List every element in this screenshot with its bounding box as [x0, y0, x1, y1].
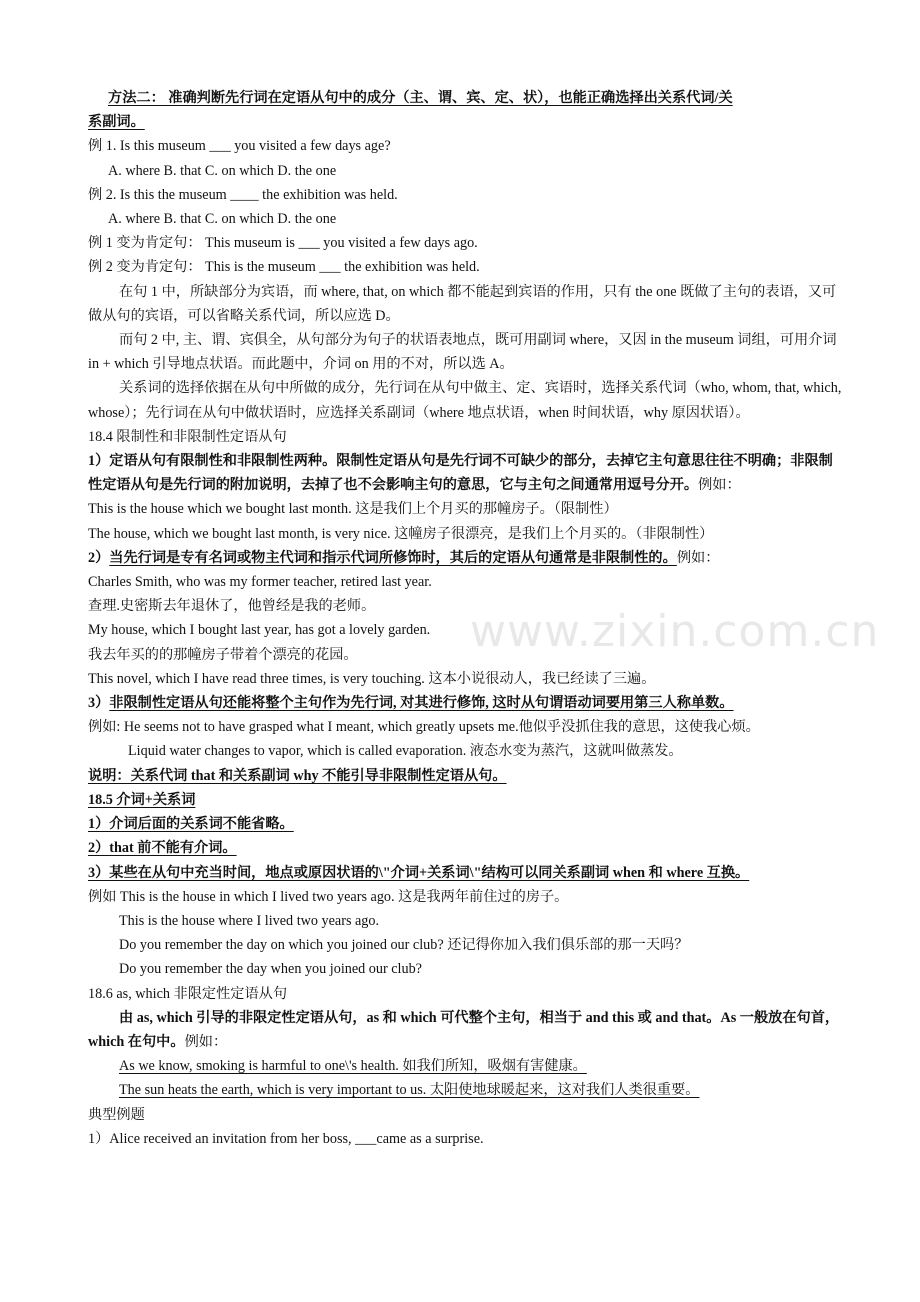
analysis-paragraph-3: 关系词的选择依据在从句中所做的成分，先行词在从句中做主、定、宾语时，选择关系代词（who, whom, that, which, whose）；先行词在从句中做状语时，应选择关系副词（where 地点状语，when 时间状语，why 原因状语）。 [88, 380, 842, 421]
section-18-5-rule-1: 1）介词后面的关系词不能省略。 [88, 816, 294, 833]
rule-2-number: 2） [88, 549, 110, 566]
analysis-paragraph-2: 而句 2 中, 主、谓、宾俱全，从句部分为句子的状语表地点，既可用副词 where，又因 in the museum 词组，可用介词 in + which 引导地点状语。而此题中，介词 on 用的不对，所以选 A。 [88, 332, 837, 373]
example-charles-cn: 查理.史密斯去年退休了，他曾经是我的老师。 [88, 598, 376, 615]
method2-heading-cont: 系副词。 [88, 114, 145, 131]
section-18-6-paragraph [88, 1006, 844, 1054]
typical-examples-heading: 典型例题 [88, 1106, 145, 1123]
example-restrictive: This is the house which we bought last month. 这是我们上个月买的那幢房子。（限制性） [88, 501, 618, 518]
example1-affirmative: 例 1 变为肯定句： This museum is ___ you visited a few days ago. [88, 235, 478, 252]
analysis-paragraph-1: 在句 1 中，所缺部分为宾语，而 where, that, on which 都不能起到宾语的作用，只有 the one 既做了主句的表语，又可做从句的宾语，可以省略关系代词，所以应选 D。 [88, 283, 837, 324]
rule-2-tail: 例如： [676, 549, 720, 566]
example-novel: This novel, which I have read three times, is very touching. 这本小说很动人，我已经读了三遍。 [88, 670, 656, 687]
example-house: My house, which I bought last year, has got a lovely garden. [88, 622, 431, 639]
rule-3-text: 非限制性定语从句还能将整个主句作为先行词, 对其进行修饰, 这时从句谓语动词要用第三人称单数。 [109, 695, 734, 712]
example-grasped: 例如: He seems not to have grasped what I meant, which greatly upsets me.他似乎没抓住我的意思，这使我心烦。 [88, 719, 760, 736]
section-18-6-heading: 18.6 as, which 非限定性定语从句 [88, 985, 288, 1002]
typical-question-1: 1）Alice received an invitation from her boss, ___came as a surprise. [88, 1130, 484, 1147]
rule-1-text: 1）定语从句有限制性和非限制性两种。限制性定语从句是先行词不可缺少的部分，去掉它主句意思往往不明确；非限制性定语从句是先行词的附加说明，去掉了也不会影响主句的意思，它与主句之间通常用逗号分开。 [88, 453, 833, 494]
example-nonrestrictive: The house, which we bought last month, is very nice. 这幢房子很漂亮，是我们上个月买的。（非限制性） [88, 525, 714, 542]
rule-2-text: 当先行词是专有名词或物主代词和指示代词所修饰时，其后的定语从句通常是非限制性的。 [109, 549, 677, 566]
as-which-text: 由 as, which 引导的非限定性定语从句，as 和 which 可代整个主句，相当于 and this 或 and that。As 一般放在句首，which 在句中。 [88, 1009, 840, 1050]
example-charles: Charles Smith, who was my former teacher, retired last year. [88, 574, 432, 591]
example-where: This is the house where I lived two years ago. [119, 912, 380, 929]
section-18-5-rule-2: 2）that 前不能有介词。 [88, 840, 237, 857]
rule-3-number: 3） [88, 695, 110, 712]
watermark: www.zixin.com.cn [470, 606, 880, 657]
section-18-4-rule-3 [88, 691, 844, 715]
example-as-we-know: As we know, smoking is harmful to one\'s health. 如我们所知，吸烟有害健康。 [119, 1058, 587, 1075]
section-18-4-rule-1 [88, 449, 844, 497]
section-18-5-heading: 18.5 介词+关系词 [88, 791, 196, 808]
section-18-4-heading: 18.4 限制性和非限制性定语从句 [88, 428, 287, 445]
example-house-cn: 我去年买的的那幢房子带着个漂亮的花园。 [88, 646, 358, 663]
example2-affirmative: 例 2 变为肯定句： This is the museum ___ the exhibition was held. [88, 259, 480, 276]
example-in-which: 例如 This is the house in which I lived two years ago. 这是我两年前住过的房子。 [88, 888, 569, 905]
section-18-4-rule-2 [88, 546, 844, 570]
example2-options: A. where B. that C. on which D. the one [108, 211, 337, 228]
example1-options: A. where B. that C. on which D. the one [108, 162, 337, 179]
example-on-which: Do you remember the day on which you joined our club? 还记得你加入我们俱乐部的那一天吗？ [119, 937, 689, 954]
example-sun-heats: The sun heats the earth, which is very important to us. 太阳使地球暖起来，这对我们人类很重要。 [119, 1082, 700, 1099]
method2-heading: 方法二： 准确判断先行词在定语从句中的成分（主、谓、宾、定、状），也能正确选择出关系代词/关 [108, 90, 733, 106]
rule-1-tail: 例如： [698, 477, 741, 494]
example2-question: 例 2. Is this the museum ____ the exhibition was held. [88, 186, 398, 203]
section-18-5-rule-3: 3）某些在从句中充当时间，地点或原因状语的\"介词+关系词\"结构可以同关系副词 when 和 where 互换。 [88, 864, 750, 881]
as-which-tail: 例如： [184, 1033, 228, 1050]
section-18-4-note: 说明：关系代词 that 和关系副词 why 不能引导非限制性定语从句。 [88, 767, 507, 784]
example-liquid-water: Liquid water changes to vapor, which is called evaporation. 液态水变为蒸汽，这就叫做蒸发。 [128, 743, 683, 760]
document-page [88, 86, 844, 1151]
example1-question: 例 1. Is this museum ___ you visited a few days age? [88, 138, 391, 155]
example-when: Do you remember the day when you joined our club? [119, 961, 422, 978]
